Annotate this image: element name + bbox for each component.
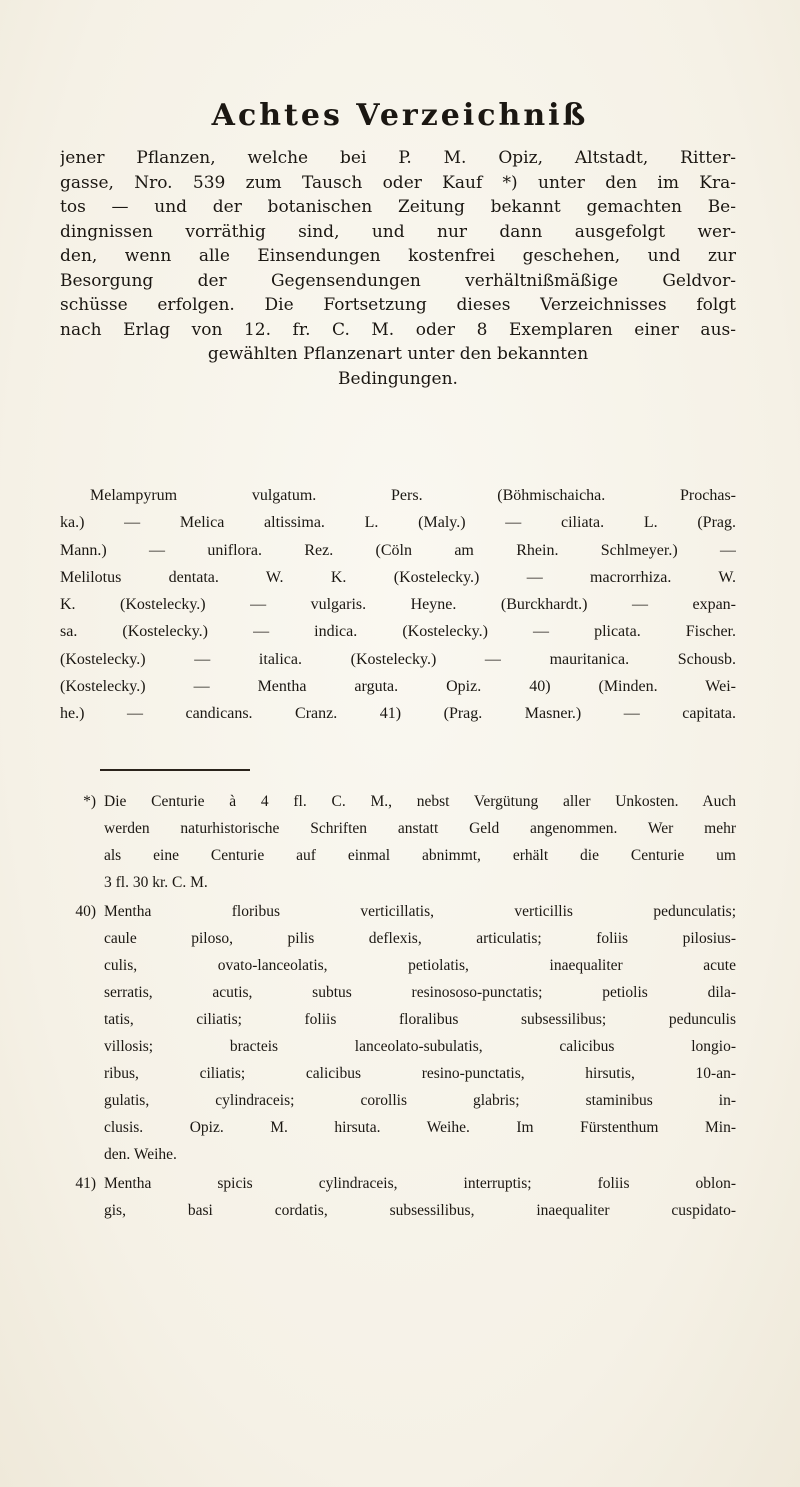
footnote-40 <box>60 898 736 1168</box>
footnote-line: Mentha floribus verticillatis, verticillis pedunculatis; <box>104 903 736 920</box>
footnote-line: Die Centurie à 4 fl. C. M., nebst Vergütung aller Unkosten. Auch <box>104 793 736 810</box>
intro-line: Besorgung der Gegensendungen verhältnißmäßige Geldvor- <box>60 270 736 291</box>
intro-line: Bedingungen. <box>338 368 458 389</box>
species-line: Mann.) — uniflora. Rez. (Cöln am Rhein. Schlmeyer.) — <box>60 541 736 559</box>
species-line: Melilotus dentata. W. K. (Kostelecky.) — macrorrhiza. W. <box>60 568 736 586</box>
footnote-line: ribus, ciliatis; calicibus resino-punctatis, hirsutis, 10-an- <box>104 1065 736 1082</box>
footnote-41 <box>60 1170 736 1224</box>
footnote-line: als eine Centurie auf einmal abnimmt, erhält die Centurie um <box>104 847 736 864</box>
footnote-line: clusis. Opiz. M. hirsuta. Weihe. Im Fürstenthum Min- <box>104 1119 736 1136</box>
intro-line: schüsse erfolgen. Die Fortsetzung dieses Verzeichnisses folgt <box>60 295 736 315</box>
footnote-line: villosis; bracteis lanceolato-subulatis, calicibus longio- <box>104 1038 736 1055</box>
species-line: (Kostelecky.) — Mentha arguta. Opiz. 40) (Minden. Wei- <box>60 678 736 696</box>
footnote-line: werden naturhistorische Schriften anstatt Geld angenommen. Wer mehr <box>104 820 736 837</box>
species-line: K. (Kostelecky.) — vulgaris. Heyne. (Burckhardt.) — expan- <box>60 596 736 614</box>
species-line: sa. (Kostelecky.) — indica. (Kostelecky.) — plicata. Fischer. <box>60 623 736 641</box>
species-line: Melampyrum vulgatum. Pers. (Böhmischaicha. Prochas- <box>90 487 736 504</box>
page-title: Achtes Verzeichniß <box>211 98 589 133</box>
species-line: he.) — candicans. Cranz. 41) (Prag. Masner.) — capitata. <box>60 705 736 723</box>
intro-paragraph <box>60 146 736 391</box>
intro-line: den, wenn alle Einsendungen kostenfrei geschehen, und zur <box>60 246 736 266</box>
intro-line: jener Pflanzen, welche bei P. M. Opiz, Altstadt, Ritter- <box>60 148 736 168</box>
intro-line: nach Erlag von 12. fr. C. M. oder 8 Exemplaren einer aus- <box>60 319 736 340</box>
footnote-mark: 40) <box>75 903 96 920</box>
footnote-star <box>60 788 736 896</box>
footnote-line: tatis, ciliatis; foliis floralibus subsessilibus; pedunculis <box>104 1011 736 1028</box>
footnote-mark: 41) <box>75 1175 96 1192</box>
footnote-line: caule piloso, pilis deflexis, articulatis; foliis pilosius- <box>104 930 736 947</box>
footnote-divider <box>100 769 250 771</box>
species-line: (Kostelecky.) — italica. (Kostelecky.) — mauritanica. Schousb. <box>60 650 736 668</box>
footnote-line: gulatis, cylindraceis; corollis glabris; staminibus in- <box>104 1092 736 1109</box>
species-list <box>60 482 736 728</box>
footnotes <box>60 788 736 1224</box>
intro-line: dingnissen vorräthig sind, und nur dann ausgefolgt wer- <box>60 221 736 242</box>
footnote-line: den. Weihe. <box>104 1146 177 1163</box>
intro-line: gewählten Pflanzenart unter den bekannten <box>207 344 589 364</box>
footnote-mark: *) <box>83 793 96 810</box>
footnote-line: serratis, acutis, subtus resinososo-punctatis; petiolis dila- <box>104 984 736 1001</box>
footnote-line: Mentha spicis cylindraceis, interruptis; foliis oblon- <box>104 1175 736 1192</box>
species-line: ka.) — Melica altissima. L. (Maly.) — ciliata. L. (Prag. <box>60 514 736 532</box>
intro-line: gasse, Nro. 539 zum Tausch oder Kauf *) unter den im Kra- <box>60 172 736 193</box>
footnote-line: gis, basi cordatis, subsessilibus, inaequaliter cuspidato- <box>104 1202 736 1219</box>
footnote-line: 3 fl. 30 kr. C. M. <box>104 874 208 891</box>
intro-line: tos — und der botanischen Zeitung bekannt gemachten Be- <box>60 197 736 217</box>
footnote-line: culis, ovato-lanceolatis, petiolatis, inaequaliter acute <box>104 957 736 974</box>
